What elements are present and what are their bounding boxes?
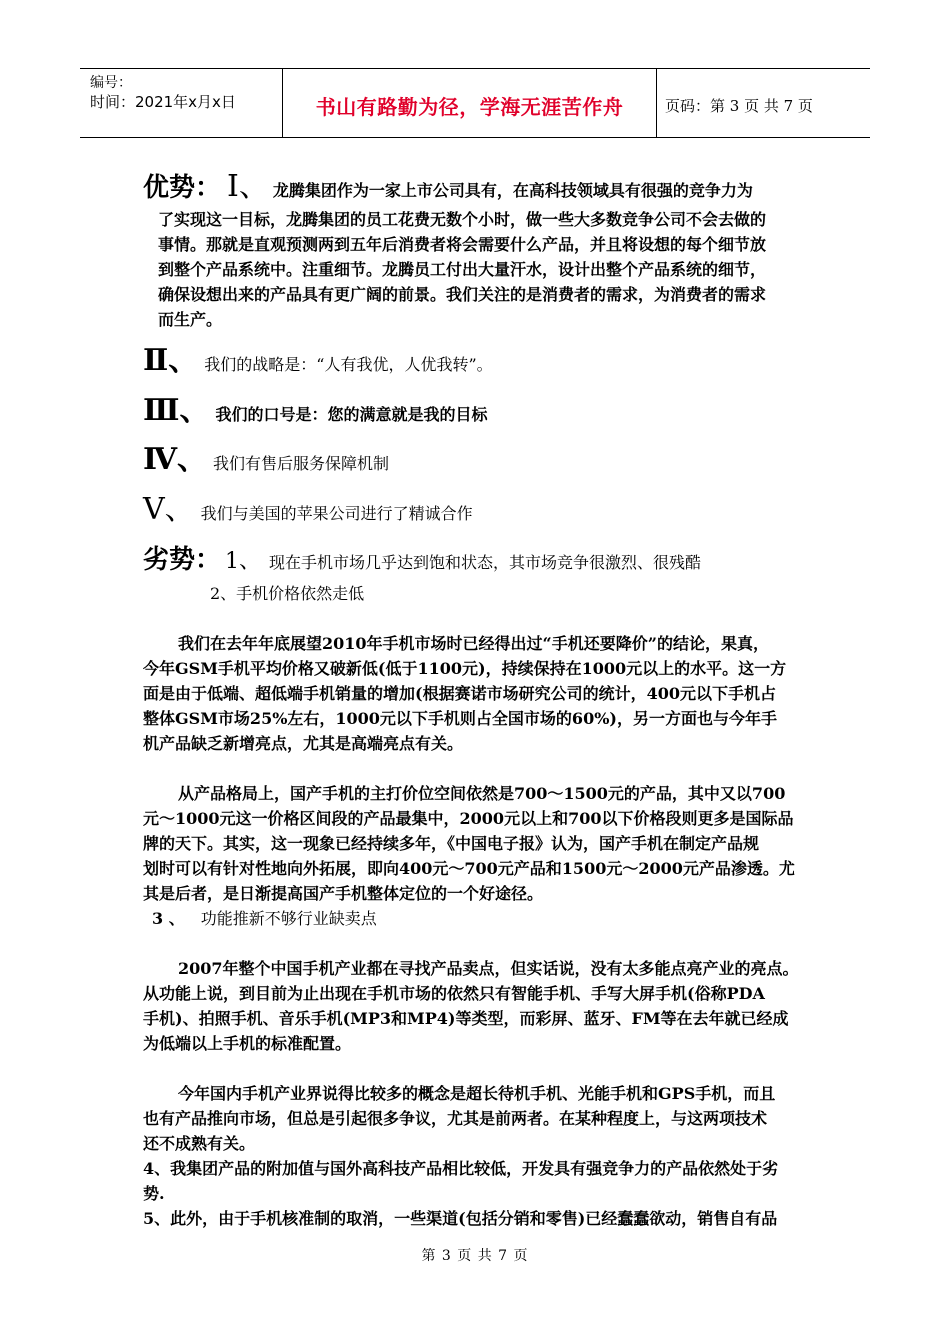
advantage-text-2: 我们的战略是：“人有我优，人优我转”。 [204, 355, 493, 374]
header-motto: 书山有路勤为径，学海无涯苦作舟 [315, 95, 624, 119]
advantage-text-line: 龙腾集团作为一家上市公司具有，在高科技领域具有很强的竞争力为 [272, 181, 753, 200]
advantage-item-5 [143, 492, 473, 529]
disadvantage-number-1: 1、 [225, 549, 262, 574]
paragraph-line: 划时可以有针对性地向外拓展，即向400元～700元产品和1500元～2000元产品渗透。尤 [143, 859, 795, 878]
disadvantage-item-4-line: 势. [143, 1184, 165, 1203]
paragraph-line: 从产品格局上，国产手机的主打价位空间依然是700～1500元的产品，其中又以700 [178, 784, 786, 803]
advantage-text-4: 我们有售后服务保障机制 [213, 454, 390, 473]
header-meta-cell [80, 69, 283, 137]
paragraph-line: 元～1000元这一价格区间段的产品最集中，2000元以上和700以下价格段则更多是国际品 [143, 809, 794, 828]
advantage-item-3 [143, 393, 488, 430]
advantage-numeral-2: Ⅱ、 [143, 343, 199, 378]
advantage-text-3: 我们的口号是：您的满意就是我的目标 [215, 405, 488, 424]
disadvantages-heading: 劣势： [143, 545, 222, 575]
advantage-text-line: 而生产。 [158, 310, 223, 329]
advantage-text-5: 我们与美国的苹果公司进行了精诚合作 [200, 504, 473, 523]
header-page-info: 页码：第 3 页 共 7 页 [665, 97, 813, 115]
page-header [80, 68, 870, 138]
paragraph-line: 手机)、拍照手机、音乐手机(MP3和MP4)等类型，而彩屏、蓝牙、FM等在去年就已经成 [143, 1009, 789, 1028]
paragraph-line: 面是由于低端、超低端手机销量的增加(根据赛诺市场研究公司的统计，400元以下手机占 [143, 684, 776, 703]
advantage-item-2 [143, 343, 493, 380]
disadvantage-text-1: 现在手机市场几乎达到饱和状态，其市场竞争很激烈、很残酷 [269, 553, 702, 572]
document-time-label: 时间：2021年x月x日 [90, 93, 236, 111]
paragraph-line: 2007年整个中国手机产业都在寻找产品卖点，但实话说，没有太多能点亮产业的亮点。 [178, 959, 799, 978]
page-footer: 第 3 页 共 7 页 [421, 1248, 529, 1264]
advantage-text-line: 了实现这一目标，龙腾集团的员工花费无数个小时，做一些大多数竞争公司不会去做的 [158, 210, 767, 229]
paragraph-line: 牌的天下。其实，这一现象已经持续多年，《中国电子报》认为，国产手机在制定产品规 [143, 834, 760, 853]
header-motto-cell [283, 69, 657, 137]
disadvantage-item-3 [152, 909, 377, 929]
paragraph-line: 今年GSM手机平均价格又破新低(低于1100元)，持续保持在1000元以上的水平。这一方 [143, 659, 787, 678]
paragraph-line: 其是后者，是日渐提高国产手机整体定位的一个好途径。 [143, 884, 544, 903]
paragraph-line: 还不成熟有关。 [143, 1134, 256, 1153]
paragraph-line: 从功能上说，到目前为止出现在手机市场的依然只有智能手机、手写大屏手机(俗称PDA [143, 984, 765, 1003]
disadvantage-item-1 [143, 545, 701, 578]
paragraph-line: 今年国内手机产业界说得比较多的概念是超长待机手机、光能手机和GPS手机，而且 [178, 1084, 776, 1103]
advantage-numeral-4: Ⅳ、 [143, 442, 208, 477]
paragraph-line: 整体GSM市场25%左右，1000元以下手机则占全国市场的60%)，另一方面也与今年手 [143, 709, 777, 728]
advantage-numeral-3: Ⅲ、 [143, 393, 210, 428]
advantage-numeral-5: Ⅴ、 [143, 492, 195, 527]
advantages-heading: 优势： [143, 173, 222, 203]
paragraph-line: 也有产品推向市场，但总是引起很多争议，尤其是前两者。在某种程度上，与这两项技术 [143, 1109, 768, 1128]
paragraph-line: 我们在去年年底展望2010年手机市场时已经得出过“手机还要降价”的结论，果真， [178, 634, 769, 653]
disadvantage-text-3: 功能推新不够行业缺卖点 [200, 909, 377, 928]
advantage-item-1-first-line [143, 169, 753, 206]
advantage-text-line: 到整个产品系统中。注重细节。龙腾员工付出大量汗水，设计出整个产品系统的细节， [158, 260, 767, 279]
advantage-item-4 [143, 442, 390, 479]
header-page-cell [657, 69, 870, 137]
paragraph-line: 机产品缺乏新增亮点，尤其是高端亮点有关。 [143, 734, 464, 753]
paragraph-line: 为低端以上手机的标准配置。 [143, 1034, 352, 1053]
advantage-text-line: 事情。那就是直观预测两到五年后消费者将会需要什么产品，并且将设想的每个细节放 [158, 235, 767, 254]
advantage-text-line: 确保设想出来的产品具有更广阔的前景。我们关注的是消费者的需求，为消费者的需求 [158, 285, 767, 304]
disadvantage-item-4-line: 4、我集团产品的附加值与国外高科技产品相比较低，开发具有强竞争力的产品依然处于劣 [143, 1159, 779, 1178]
document-number-label: 编号： [90, 75, 132, 91]
disadvantage-number-3: 3 、 [152, 909, 185, 928]
disadvantage-item-2: 2、手机价格依然走低 [210, 584, 365, 603]
advantage-numeral-1: Ⅰ、 [227, 169, 269, 204]
disadvantage-item-5-line: 5、此外，由于手机核准制的取消，一些渠道(包括分销和零售)已经蠢蠢欲动，销售自有品 [143, 1209, 778, 1228]
